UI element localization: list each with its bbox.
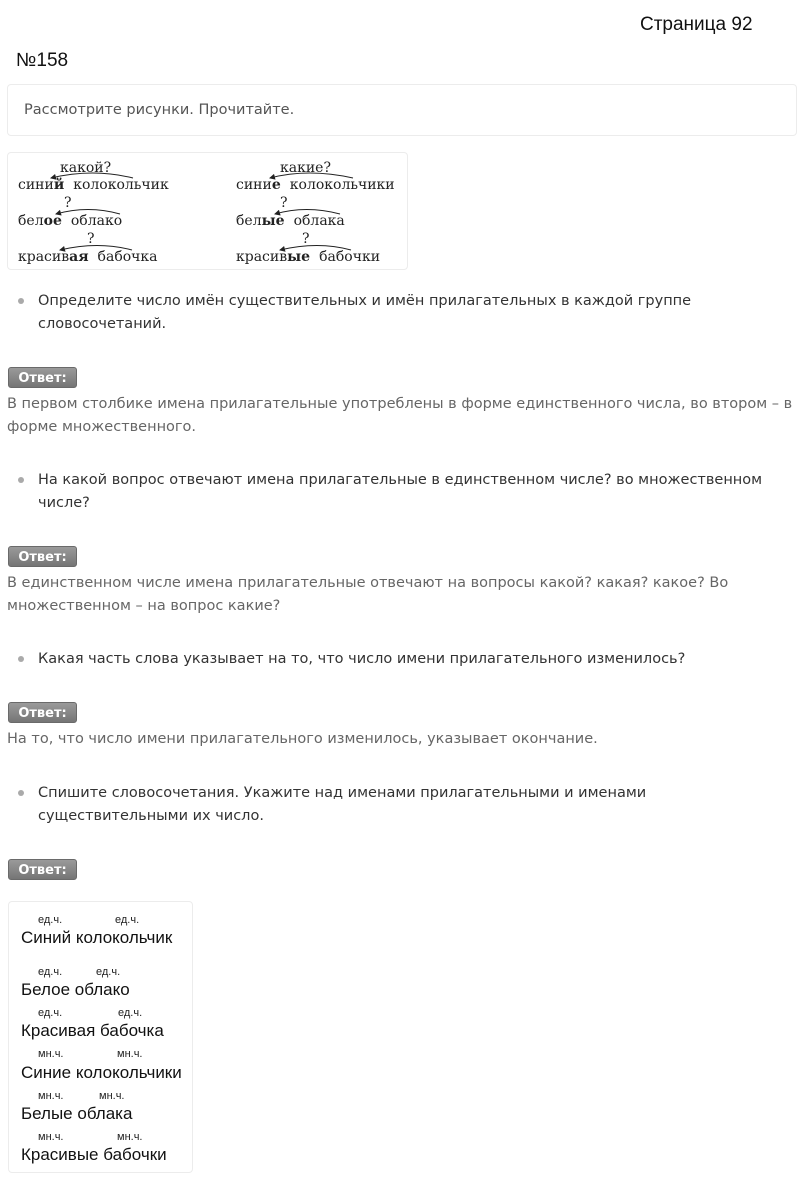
answer-badge-3: Ответ: — [8, 702, 77, 723]
example-figure — [8, 153, 409, 271]
question-4: Спишите словосочетания. Укажите над именами прилагательными и именами существительными их число. — [38, 782, 788, 828]
written-phrase: Красивые бабочки — [21, 1145, 167, 1164]
written-phrase: Красивая бабочка — [21, 1021, 164, 1040]
left-row-1: синий колокольчик — [18, 177, 169, 193]
answer-1: В первом столбике имена прилагательные употреблены в форме единственного числа, во втором – в форме множественного. — [7, 396, 793, 435]
left-row-2: белое облако — [18, 213, 123, 229]
number-label: мн.ч. — [117, 1131, 143, 1143]
left-question-3: ? — [87, 231, 95, 247]
right-question-3: ? — [302, 231, 310, 247]
right-row-3: красивые бабочки — [236, 249, 381, 265]
number-label: ед.ч. — [38, 1007, 63, 1019]
right-row-2: белые облака — [236, 213, 345, 229]
right-question-1: какие? — [280, 160, 331, 176]
page-number: Страница 92 — [640, 14, 753, 35]
number-label: мн.ч. — [117, 1048, 143, 1060]
question-1: Определите число имён существительных и имён прилагательных в каждой группе словосочетаний. — [38, 290, 788, 336]
answer-2: В единственном числе имена прилагательные отвечают на вопросы какой? какая? какое? Во множественном – на вопрос какие? — [7, 575, 729, 614]
number-label: ед.ч. — [96, 966, 121, 978]
answer-badge-2: Ответ: — [8, 546, 77, 567]
written-phrase: Синий колокольчик — [21, 928, 173, 947]
left-row-3: красивая бабочка — [18, 249, 158, 265]
number-label: мн.ч. — [38, 1048, 64, 1060]
left-question-2: ? — [64, 195, 72, 211]
written-phrase: Белое облако — [21, 980, 130, 999]
instruction-text: Рассмотрите рисунки. Прочитайте. — [24, 102, 295, 118]
right-row-1: синие колокольчики — [236, 177, 395, 193]
answer-badge-1: Ответ: — [8, 367, 77, 388]
answer-badge-4: Ответ: — [8, 859, 77, 880]
instruction-box — [7, 84, 797, 136]
task-number: №158 — [16, 50, 69, 71]
written-phrase: Синие колокольчики — [21, 1063, 182, 1082]
written-phrase: Белые облака — [21, 1104, 133, 1123]
question-2: На какой вопрос отвечают имена прилагательные в единственном числе? во множественном числе? — [38, 469, 788, 515]
written-answer-image — [8, 901, 193, 1173]
number-label: ед.ч. — [38, 914, 63, 926]
left-question-1: какой? — [60, 160, 112, 176]
number-label: ед.ч. — [118, 1007, 143, 1019]
number-label: ед.ч. — [115, 914, 140, 926]
number-label: ед.ч. — [38, 966, 63, 978]
right-question-2: ? — [280, 195, 288, 211]
answer-3: На то, что число имени прилагательного изменилось, указывает окончание. — [7, 731, 598, 747]
number-label: мн.ч. — [99, 1090, 125, 1102]
question-3: Какая часть слова указывает на то, что число имени прилагательного изменилось? — [38, 648, 788, 671]
example-image — [7, 152, 408, 270]
number-label: мн.ч. — [38, 1131, 64, 1143]
number-label: мн.ч. — [38, 1090, 64, 1102]
